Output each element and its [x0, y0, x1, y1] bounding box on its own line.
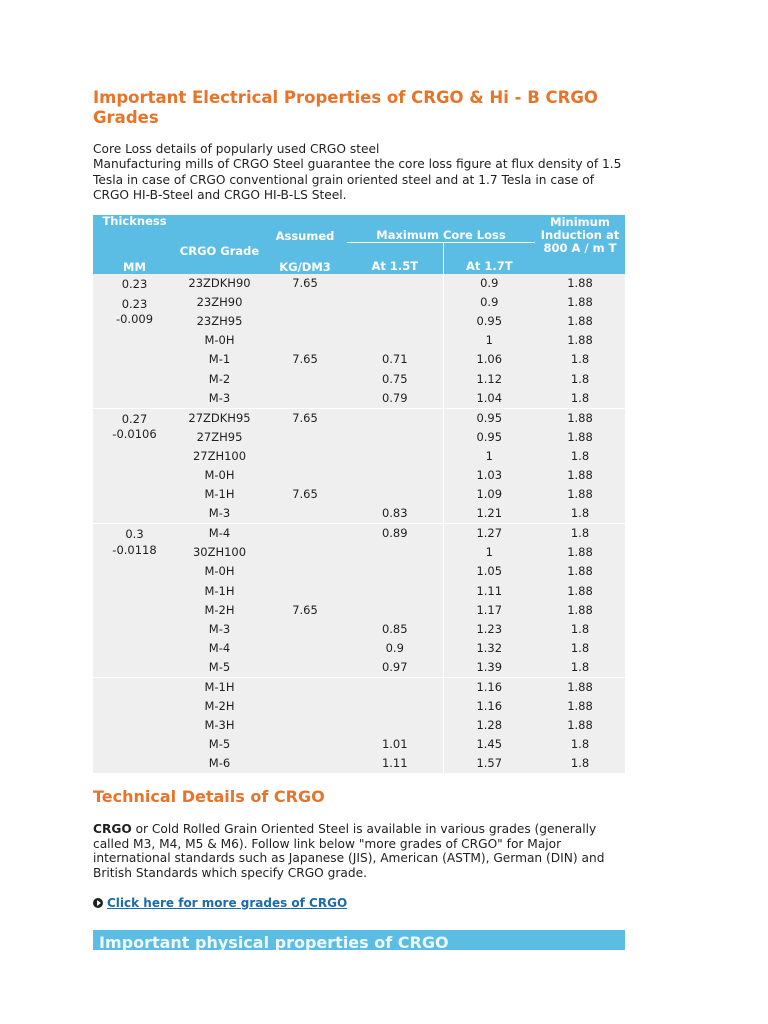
thickness-cell [93, 274, 176, 408]
assumed-cell [263, 677, 347, 697]
grade-cell: M-5 [176, 735, 263, 754]
loss-17-cell: 1.11 [443, 582, 535, 601]
assumed-cell [263, 543, 347, 562]
induction-cell: 1.88 [535, 485, 625, 504]
more-grades-link-row [93, 896, 347, 910]
loss-17-cell: 1.28 [443, 716, 535, 735]
loss-15-cell: 1.01 [347, 735, 443, 754]
header-thickness-unit: MM [93, 243, 176, 275]
loss-17-cell: 1.04 [443, 389, 535, 409]
thickness-value: 0.3 -0.0118 [112, 527, 157, 557]
technical-text: or Cold Rolled Grain Oriented Steel is available in various grades (generally called M3, M4, M5 & M6). Follow link below "more grades of CRGO" for Major international standards such as Japanese (JIS), American (ASTM), German (DIN) and British Standards which specify CRGO grade. [93, 822, 605, 881]
induction-cell: 1.8 [535, 524, 625, 544]
induction-cell: 1.88 [535, 582, 625, 601]
assumed-cell: 7.65 [263, 274, 347, 293]
arrow-bullet-icon [93, 898, 103, 908]
grade-cell: M-1H [176, 582, 263, 601]
intro-line-1: Core Loss details of popularly used CRGO steel [93, 142, 380, 156]
next-section-title: Important physical properties of CRGO [99, 933, 449, 950]
induction-cell: 1.88 [535, 697, 625, 716]
grade-cell: M-3 [176, 389, 263, 409]
grade-cell: M-5 [176, 658, 263, 678]
loss-17-cell: 1.03 [443, 466, 535, 485]
induction-cell: 1.88 [535, 677, 625, 697]
loss-15-cell [347, 485, 443, 504]
induction-cell: 1.88 [535, 274, 625, 293]
loss-15-cell [347, 582, 443, 601]
induction-cell: 1.8 [535, 389, 625, 409]
table-row [93, 274, 625, 293]
assumed-cell [263, 620, 347, 639]
grade-cell: M-4 [176, 639, 263, 658]
loss-17-cell: 1.23 [443, 620, 535, 639]
assumed-cell: 7.65 [263, 485, 347, 504]
grade-cell: 30ZH100 [176, 543, 263, 562]
next-section-bar [93, 930, 625, 950]
loss-15-cell [347, 466, 443, 485]
loss-15-cell [347, 447, 443, 466]
assumed-cell: 7.65 [263, 408, 347, 428]
intro-line-2: Manufacturing mills of CRGO Steel guarantee the core loss figure at flux density of 1.5 Tesla in case of CRGO conventional grain oriented steel and at 1.7 Tesla in case of CRGO HI-B-Steel and CRGO HI-B-LS Steel. [93, 157, 622, 203]
induction-cell: 1.88 [535, 331, 625, 350]
loss-15-cell [347, 312, 443, 331]
assumed-cell [263, 716, 347, 735]
loss-15-cell [347, 274, 443, 293]
grade-cell: M-1H [176, 677, 263, 697]
loss-17-cell: 1.16 [443, 697, 535, 716]
induction-cell: 1.8 [535, 754, 625, 773]
assumed-cell [263, 466, 347, 485]
loss-17-cell: 1.27 [443, 524, 535, 544]
thickness-cell [93, 524, 176, 678]
assumed-cell [263, 562, 347, 581]
grade-cell: 23ZH95 [176, 312, 263, 331]
table-header [93, 215, 625, 274]
table-row [93, 408, 625, 428]
loss-17-cell: 1.12 [443, 369, 535, 388]
grade-cell: 23ZDKH90 [176, 274, 263, 293]
grade-cell: 27ZH100 [176, 447, 263, 466]
thickness-cell [93, 408, 176, 524]
loss-17-cell: 0.95 [443, 408, 535, 428]
loss-17-cell: 0.95 [443, 428, 535, 447]
loss-17-cell: 1.32 [443, 639, 535, 658]
loss-15-cell [347, 697, 443, 716]
induction-cell: 1.8 [535, 658, 625, 678]
table-row [93, 677, 625, 697]
assumed-cell [263, 658, 347, 678]
loss-17-cell: 0.9 [443, 274, 535, 293]
induction-cell: 1.88 [535, 312, 625, 331]
grade-cell: M-6 [176, 754, 263, 773]
assumed-cell [263, 504, 347, 524]
loss-15-cell [347, 408, 443, 428]
loss-17-cell: 1 [443, 543, 535, 562]
grade-cell: M-2H [176, 697, 263, 716]
assumed-cell [263, 639, 347, 658]
assumed-cell [263, 293, 347, 312]
loss-15-cell: 0.79 [347, 389, 443, 409]
loss-15-cell: 0.75 [347, 369, 443, 388]
assumed-cell [263, 312, 347, 331]
assumed-cell [263, 754, 347, 773]
loss-15-cell: 0.71 [347, 350, 443, 369]
induction-cell: 1.88 [535, 543, 625, 562]
induction-cell: 1.8 [535, 735, 625, 754]
assumed-cell [263, 369, 347, 388]
loss-15-cell: 0.83 [347, 504, 443, 524]
grade-cell: M-3 [176, 504, 263, 524]
induction-cell: 1.8 [535, 504, 625, 524]
header-at-15t: At 1.5T [347, 243, 443, 275]
thickness-cell [93, 677, 176, 773]
header-max-core-loss: Maximum Core Loss [347, 215, 535, 243]
assumed-cell [263, 447, 347, 466]
loss-15-cell [347, 562, 443, 581]
header-assumed-unit: KG/DM3 [263, 243, 347, 275]
loss-17-cell: 1.06 [443, 350, 535, 369]
loss-17-cell: 0.95 [443, 312, 535, 331]
loss-15-cell: 0.97 [347, 658, 443, 678]
section-title-technical: Technical Details of CRGO [93, 787, 325, 806]
grade-cell: M-0H [176, 466, 263, 485]
loss-17-cell: 1.45 [443, 735, 535, 754]
loss-17-cell: 1.57 [443, 754, 535, 773]
grade-cell: M-2H [176, 601, 263, 620]
induction-cell: 1.8 [535, 369, 625, 388]
grade-cell: M-1 [176, 350, 263, 369]
more-grades-link[interactable]: Click here for more grades of CRGO [107, 896, 348, 910]
core-loss-table [93, 215, 625, 773]
loss-17-cell: 1.21 [443, 504, 535, 524]
induction-cell: 1.88 [535, 428, 625, 447]
loss-15-cell [347, 677, 443, 697]
induction-cell: 1.88 [535, 408, 625, 428]
induction-cell: 1.8 [535, 447, 625, 466]
loss-15-cell: 1.11 [347, 754, 443, 773]
grade-cell: 27ZH95 [176, 428, 263, 447]
induction-cell: 1.8 [535, 350, 625, 369]
assumed-cell [263, 735, 347, 754]
assumed-cell: 7.65 [263, 350, 347, 369]
assumed-cell [263, 389, 347, 409]
grade-cell: M-3 [176, 620, 263, 639]
grade-cell: M-0H [176, 562, 263, 581]
technical-paragraph [93, 822, 633, 881]
loss-17-cell: 1.09 [443, 485, 535, 504]
loss-15-cell: 0.9 [347, 639, 443, 658]
header-at-17t: At 1.7T [443, 243, 535, 275]
induction-cell: 1.88 [535, 293, 625, 312]
grade-cell: 27ZDKH95 [176, 408, 263, 428]
grade-cell: M-4 [176, 524, 263, 544]
loss-17-cell: 1.17 [443, 601, 535, 620]
grade-cell: 23ZH90 [176, 293, 263, 312]
assumed-cell [263, 428, 347, 447]
header-assumed: Assumed [263, 215, 347, 243]
loss-15-cell [347, 331, 443, 350]
intro-text [93, 142, 633, 204]
loss-15-cell [347, 293, 443, 312]
induction-cell: 1.88 [535, 466, 625, 485]
induction-cell: 1.88 [535, 716, 625, 735]
assumed-cell [263, 331, 347, 350]
header-min-induction: Minimum Induction at 800 A / m T [535, 215, 625, 274]
loss-17-cell: 1.39 [443, 658, 535, 678]
assumed-cell [263, 582, 347, 601]
induction-cell: 1.88 [535, 562, 625, 581]
grade-cell: M-1H [176, 485, 263, 504]
crgo-bold: CRGO [93, 822, 132, 836]
loss-15-cell: 0.89 [347, 524, 443, 544]
induction-cell: 1.88 [535, 601, 625, 620]
loss-17-cell: 0.9 [443, 293, 535, 312]
induction-cell: 1.8 [535, 639, 625, 658]
loss-15-cell [347, 428, 443, 447]
grade-cell: M-0H [176, 331, 263, 350]
thickness-value: 0.23 -0.009 [115, 296, 154, 326]
thickness-value: 0.27 -0.0106 [112, 411, 157, 442]
header-thickness: Thickness [93, 215, 176, 243]
grade-cell: M-3H [176, 716, 263, 735]
thickness-value: 0.23 [121, 277, 148, 291]
loss-17-cell: 1.05 [443, 562, 535, 581]
assumed-cell: 7.65 [263, 601, 347, 620]
loss-17-cell: 1 [443, 331, 535, 350]
grade-cell: M-2 [176, 369, 263, 388]
header-grade: CRGO Grade [176, 215, 263, 274]
assumed-cell [263, 524, 347, 544]
loss-17-cell: 1 [443, 447, 535, 466]
loss-17-cell: 1.16 [443, 677, 535, 697]
table-body [93, 274, 625, 773]
loss-15-cell [347, 601, 443, 620]
assumed-cell [263, 697, 347, 716]
table-row [93, 524, 625, 544]
loss-15-cell: 0.85 [347, 620, 443, 639]
induction-cell: 1.8 [535, 620, 625, 639]
page-title: Important Electrical Properties of CRGO & Hi - B CRGO Grades [93, 88, 598, 127]
loss-15-cell [347, 716, 443, 735]
loss-15-cell [347, 543, 443, 562]
